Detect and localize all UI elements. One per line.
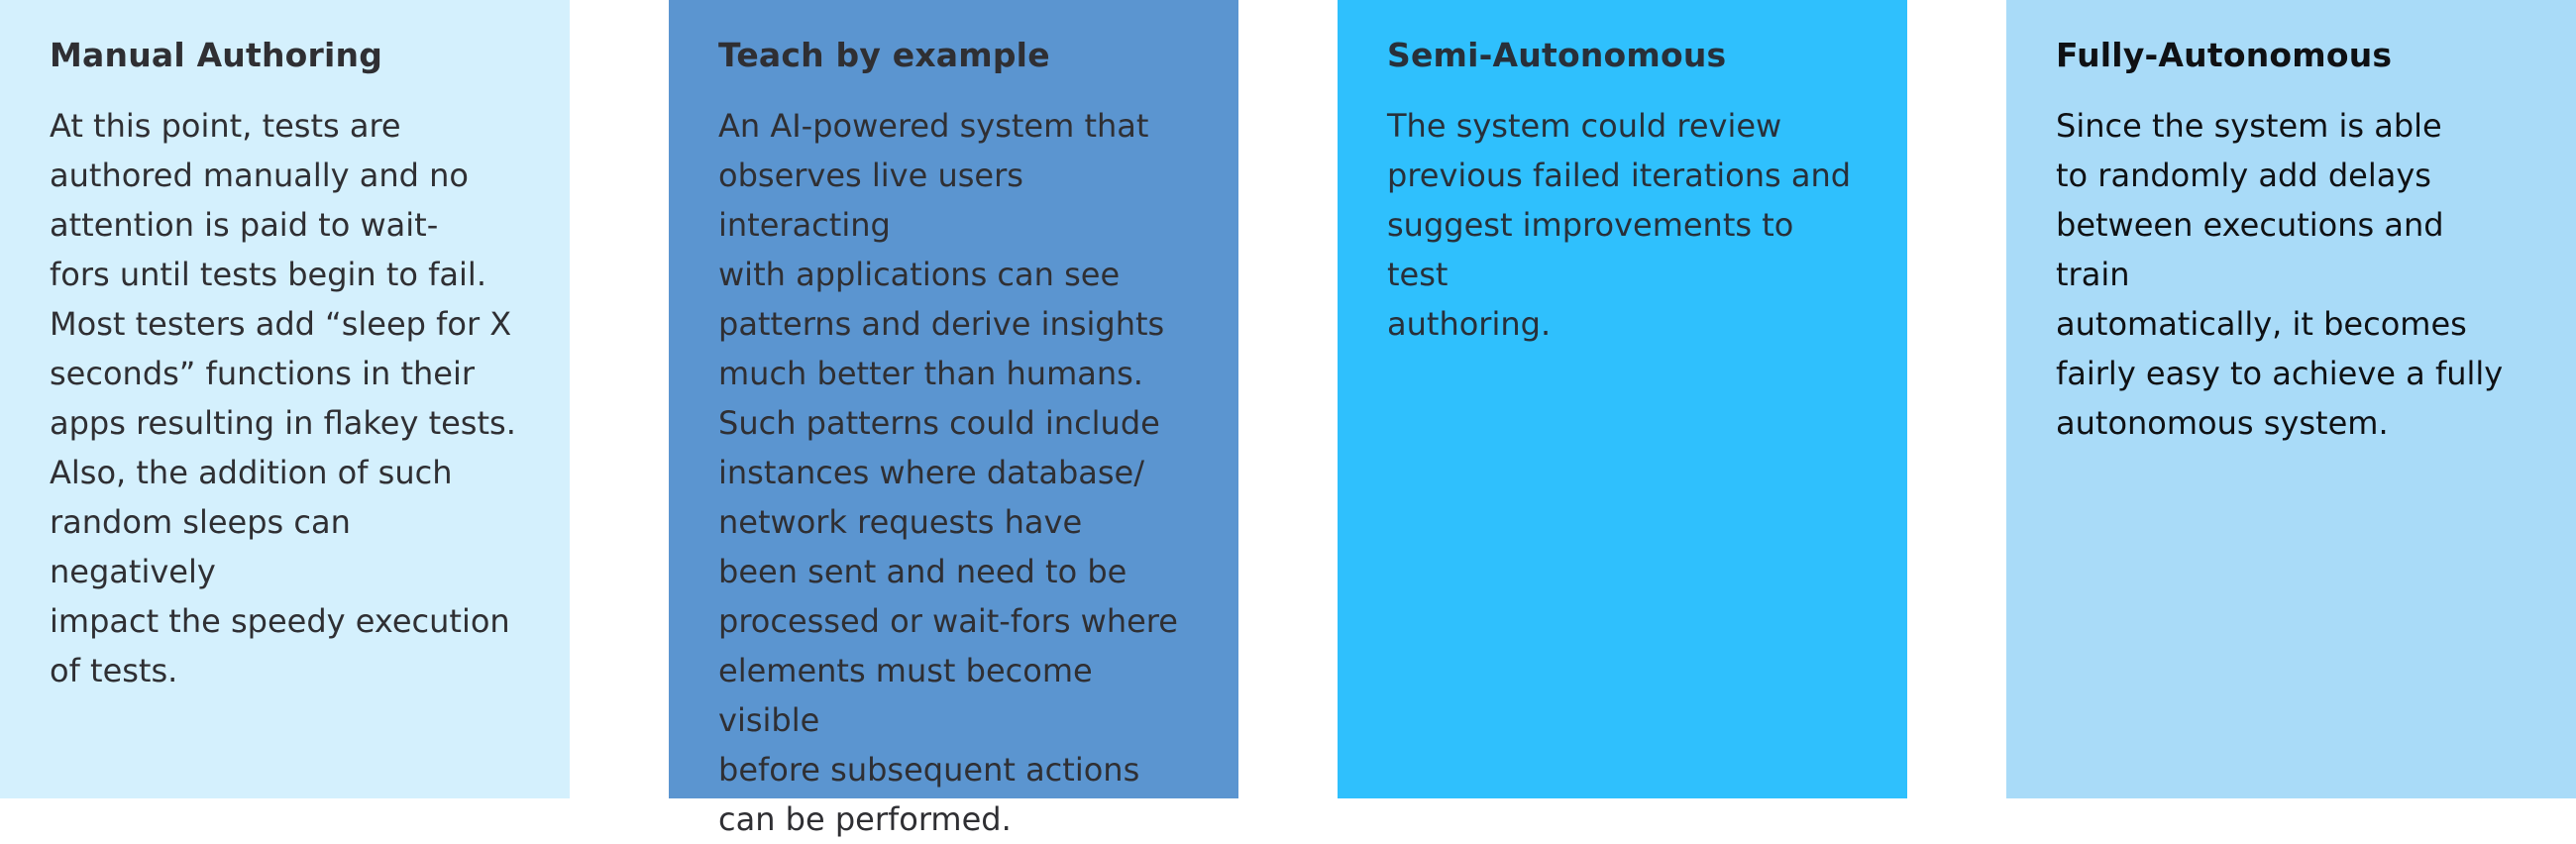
stage-title: Fully-Autonomous [2056,36,2393,74]
stage-description: The system could review previous failed iterations and suggest improvements to test authoring. [1387,107,1852,343]
stage-description: An AI-powered system that observes live users interacting with applications can see patterns and derive insights much better than humans. Such patterns could include instances where database/ network requests have been sent and need to be processed or wait-fors where elements must become visible before subsequent actions can be performed. [718,107,1178,838]
stage-card-semi-autonomous [1338,0,1907,798]
stage-description: Since the system is able to randomly add delays between executions and train automatically, it becomes fairly easy to achieve a fully autonomous system. [2056,107,2504,442]
stage-card-manual-authoring [0,0,570,798]
stage-card-teach-by-example [669,0,1238,838]
stage-card-fully-autonomous [2006,0,2576,798]
stage-title: Semi-Autonomous [1387,36,1727,74]
stage-title: Teach by example [718,36,1050,74]
stage-description: At this point, tests are authored manually and no attention is paid to wait- fors until tests begin to fail. Most testers add “sleep for X seconds” functions in their apps resulting in flakey tests. Also, the addition of such random sleeps can negatively impact the speedy execution of tests. [50,107,516,689]
stage-title: Manual Authoring [50,36,383,74]
